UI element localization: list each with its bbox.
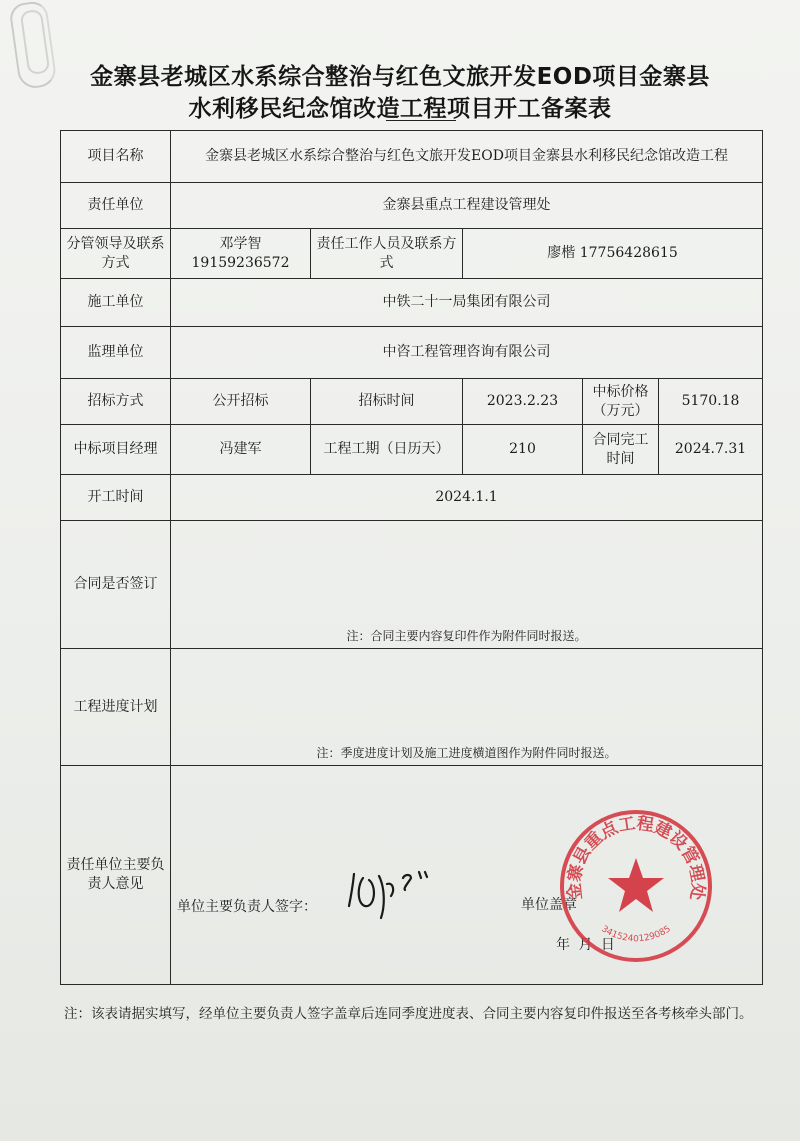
seal-text: 金寨县重点工程建设管理处 [564,813,708,902]
schedule-note: 注：季度进度计划及施工进度横道图作为附件同时报送。 [316,746,617,760]
completion-label: 合同完工时间 [583,425,659,475]
schedule-label: 工程进度计划 [61,649,171,766]
row-project-name [61,131,763,183]
leader-phone: 19159236572 [191,254,290,271]
responsible-unit-label: 责任单位 [61,183,171,229]
start-time-label: 开工时间 [61,475,171,521]
svg-text:3415240129085 [599,924,672,944]
bid-price-label: 中标价格（万元） [583,379,659,425]
row-construction-unit [61,279,763,327]
leader-value [171,229,311,279]
staff-label: 责任工作人员及联系方式 [311,229,463,279]
signature-label: 单位主要负责人签字： [177,899,317,915]
contract-note: 注：合同主要内容复印件作为附件同时报送。 [346,629,587,643]
supervision-unit-label: 监理单位 [61,327,171,379]
document-title-line1: 金寨县老城区水系综合整治与红色文旅开发EOD项目金寨县 [90,64,710,90]
row-start-time [61,475,763,521]
footnote: 注：该表请据实填写，经单位主要负责人签字盖章后连同季度进度表、合同主要内容复印件报送至各考核牵头部门。 [64,1006,753,1022]
row-bidding [61,379,763,425]
handwritten-signature [341,866,451,926]
bidding-method-label: 招标方式 [61,379,171,425]
completion-value: 2024.7.31 [659,425,763,475]
row-contract [61,521,763,649]
seal-number: 3415240129085 [599,924,673,945]
construction-unit-label: 施工单位 [61,279,171,327]
bid-price-value: 5170.18 [659,379,763,425]
row-supervision-unit [61,327,763,379]
project-name-value: 金寨县老城区水系综合整治与红色文旅开发EOD项目金寨县水利移民纪念馆改造工程 [171,131,763,183]
row-opinion [61,766,763,985]
date-label: 年 月 日 [556,937,617,953]
leader-name: 邓学智 [219,235,262,252]
opinion-label: 责任单位主要负责人意见 [61,766,171,985]
opinion-cell [171,766,763,985]
manager-label: 中标项目经理 [61,425,171,475]
project-name-label: 项目名称 [61,131,171,183]
document-title-line2: 水利移民纪念馆改造工程项目开工备案表 [188,96,612,122]
bidding-time-label: 招标时间 [311,379,463,425]
contract-cell [171,521,763,649]
manager-value: 冯建军 [171,425,311,475]
row-manager [61,425,763,475]
start-time-value: 2024.1.1 [171,475,763,521]
signature-area [171,766,762,977]
filing-form-table [60,130,763,985]
responsible-unit-value: 金寨县重点工程建设管理处 [171,183,763,229]
title-underline [386,120,456,121]
construction-unit-value: 中铁二十一局集团有限公司 [171,279,763,327]
row-leader [61,229,763,279]
leader-label: 分管领导及联系方式 [61,229,171,279]
bidding-method-value: 公开招标 [171,379,311,425]
bidding-time-value: 2023.2.23 [463,379,583,425]
official-seal [556,806,716,966]
row-schedule [61,649,763,766]
staff-contact-value: 廖楷 17756428615 [463,229,763,279]
schedule-cell [171,649,763,766]
seal-label: 单位盖章 [521,897,577,913]
period-value: 210 [463,425,583,475]
supervision-unit-value: 中咨工程管理咨询有限公司 [171,327,763,379]
period-label: 工程工期（日历天） [311,425,463,475]
contract-label: 合同是否签订 [61,521,171,649]
row-responsible-unit [61,183,763,229]
